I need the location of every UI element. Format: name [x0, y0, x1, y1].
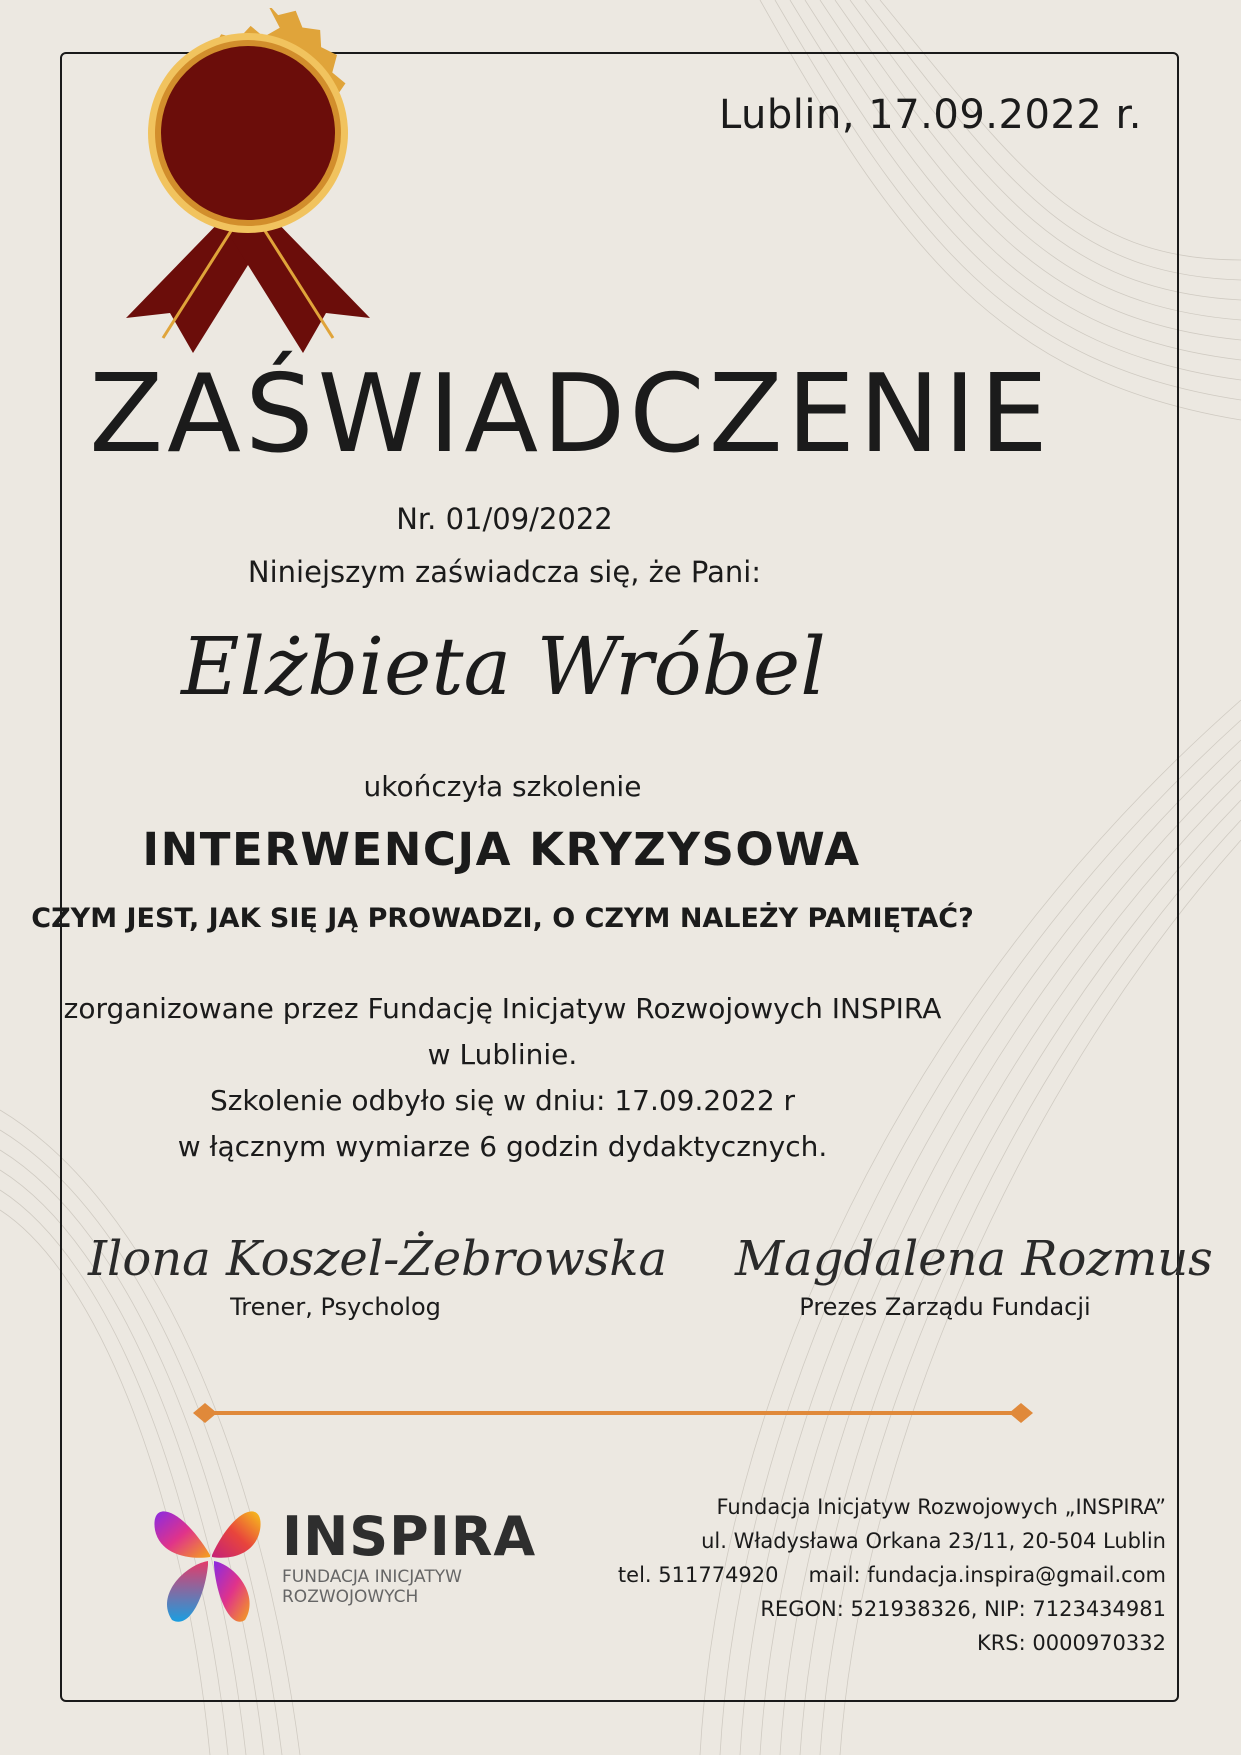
- contact-regon: REGON: 521938326, NIP: 7123434981: [760, 1597, 1166, 1621]
- recipient-name: Elżbieta Wróbel: [181, 620, 826, 713]
- certificate-intro: Niniejszym zaświadcza się, że Pani:: [247, 555, 762, 589]
- logo-subtitle-line: ROZWOJOWYCH: [282, 1587, 419, 1607]
- logo-subtitle: [282, 1567, 462, 1607]
- body-line: Szkolenie odbyło się w dniu: 17.09.2022 r: [209, 1084, 796, 1117]
- contact-address: ul. Władysława Orkana 23/11, 20-504 Lublin: [701, 1529, 1166, 1553]
- course-title: INTERWENCJA KRYZYSOWA: [142, 823, 861, 876]
- contact-krs: KRS: 0000970332: [976, 1631, 1166, 1655]
- certificate-date: Lublin, 17.09.2022 r.: [718, 92, 1142, 138]
- contact-phone: tel. 511774920: [617, 1563, 779, 1587]
- signature-role: Trener, Psycholog: [230, 1293, 441, 1321]
- contact-info: [618, 1490, 1166, 1660]
- signature-name: Magdalena Rozmus: [735, 1231, 1213, 1287]
- completed-text: ukończyła szkolenie: [363, 770, 642, 803]
- certificate-body: [0, 986, 1063, 1170]
- body-line: w Lublinie.: [427, 1038, 578, 1071]
- contact-phone-mail: [618, 1558, 1166, 1592]
- course-subtitle: CZYM JEST, JAK SIĘ JĄ PROWADZI, O CZYM NALEŻY PAMIĘTAĆ?: [31, 903, 974, 934]
- decorative-divider: [193, 1400, 1033, 1426]
- logo-name: INSPIRA: [282, 1505, 537, 1568]
- body-line: zorganizowane przez Fundację Inicjatyw Rozwojowych INSPIRA: [63, 992, 942, 1025]
- signature-trainer: [88, 1231, 668, 1321]
- signature-name: Ilona Koszel-Żebrowska: [88, 1231, 668, 1287]
- signature-role: Prezes Zarządu Fundacji: [799, 1293, 1091, 1321]
- contact-email: mail: fundacja.inspira@gmail.com: [808, 1563, 1166, 1587]
- logo-subtitle-line: FUNDACJA INICJATYW: [282, 1567, 462, 1587]
- body-line: w łącznym wymiarze 6 godzin dydaktycznych.: [177, 1130, 828, 1163]
- certificate-number: Nr. 01/09/2022: [396, 502, 613, 536]
- signature-president: [735, 1231, 1213, 1321]
- certificate-title: ZAŚWIADCZENIE: [89, 352, 1052, 477]
- award-seal-icon: [118, 8, 378, 353]
- contact-org: Fundacja Inicjatyw Rozwojowych „INSPIRA”: [716, 1495, 1166, 1519]
